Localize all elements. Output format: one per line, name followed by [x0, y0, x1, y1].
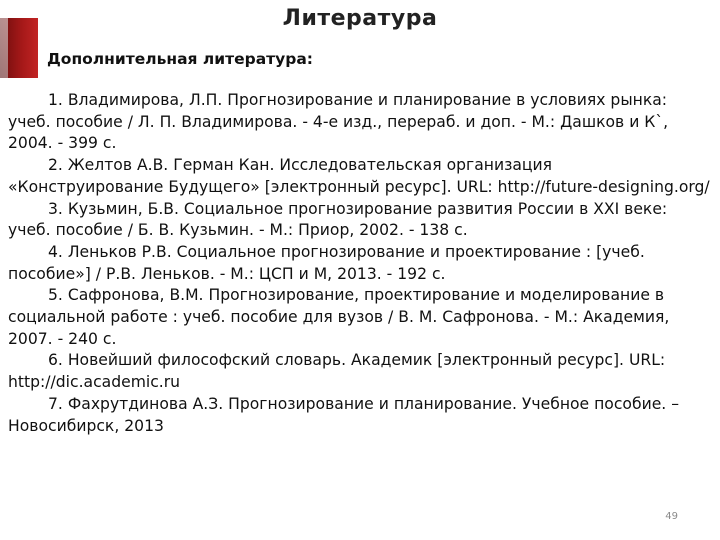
reference-item-7: 7. Фахрутдинова А.З. Прогнозирование и планирование. Учебное пособие. – Новосибирск, 2013 [8, 394, 680, 435]
reference-item-2: 2. Желтов А.В. Герман Кан. Исследовательская организация «Конструирование Будущего» [электронный ресурс]. URL: http://future-designing.org/ [8, 156, 710, 196]
reference-item-1: 1. Владимирова, Л.П. Прогнозирование и планирование в условиях рынка: учеб. пособие / Л. П. Владимирова. - 4-е изд., перераб. и доп. - М.: Дашков и К`, 2004. - 399 с. [8, 91, 669, 153]
reference-list [8, 90, 710, 437]
slide-title: Литература [282, 6, 438, 31]
reference-item-3: 3. Кузьмин, Б.В. Социальное прогнозирование развития России в XXI веке: учеб. пособие / Б. В. Кузьмин. - М.: Приор, 2002. - 138 с. [8, 199, 668, 240]
reference-item-6: 6. Новейший философский словарь. Академик [электронный ресурс]. URL: http://dic.academic.ru [8, 351, 666, 392]
reference-item-4: 4. Леньков Р.В. Социальное прогнозирование и проектирование : [учеб. пособие»] / Р.В. Леньков. - М.: ЦСП и М, 2013. - 192 с. [8, 242, 645, 283]
page-number: 49 [665, 511, 678, 522]
reference-item-5: 5. Сафронова, В.М. Прогнозирование, проектирование и моделирование в социальной работе : учеб. пособие для вузов / В. М. Сафронова. - М.: Академия, 2007. - 240 с. [8, 286, 670, 348]
section-heading: Дополнительная литература: [47, 50, 314, 68]
